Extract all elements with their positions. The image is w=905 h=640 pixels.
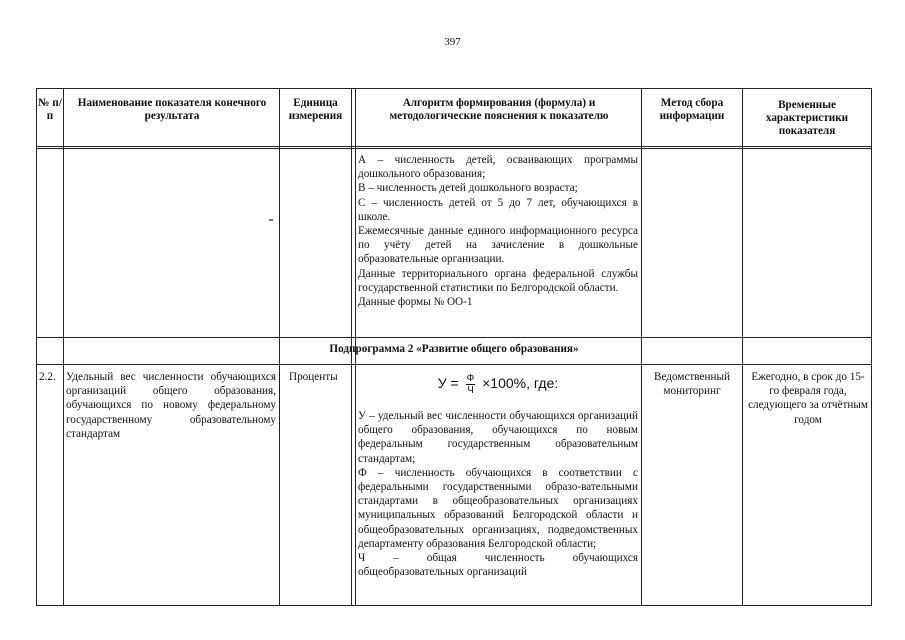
row-number: 2.2. xyxy=(39,371,56,383)
header-separator xyxy=(37,146,871,149)
explanation-line: Ф – численность обучающихся в соответствии с федеральными государственными образо-вательными стандартами в общеобразовательных организациях муниципальных образований Белгородской области и общеобразовательных организациях, подведомственных департаменту образования Белгородской области; xyxy=(358,466,638,550)
formula-rhs: ×100%, где: xyxy=(482,375,559,392)
formula-fraction xyxy=(466,373,476,396)
explanation-line: С – численность детей от 5 до 7 лет, обучающихся в школе. xyxy=(358,196,638,223)
header-num: № п/п xyxy=(38,97,62,122)
formula-explanations xyxy=(358,409,638,579)
explanation-line: У – удельный вес численности обучающихся организаций общего образования, обучающихся по новым федеральным государственным образовательным стандартам; xyxy=(358,410,638,465)
header-name: Наименование показателя конечного результата xyxy=(77,97,267,122)
explanation-line: Ежемесячные данные единого информационного ресурса по учёту детей на зачисление в дошкольные образовательные организации. xyxy=(358,225,638,266)
explanation-line: А – численность детей, осваивающих программы дошкольного образования; xyxy=(358,154,638,181)
section-title: Подпрограмма 2 «Развитие общего образования» xyxy=(329,343,579,355)
collection-method: Ведомственный мониторинг xyxy=(654,371,730,398)
formula-lhs: У = xyxy=(437,375,459,392)
formula xyxy=(357,373,639,396)
scan-mark xyxy=(269,219,273,221)
row-divider xyxy=(37,364,871,365)
page-number: 397 xyxy=(444,36,461,48)
header-unit: Единица измерения xyxy=(288,97,343,122)
indicator-table xyxy=(36,88,872,606)
row-divider xyxy=(37,337,871,338)
header-time: Временные характеристики показателя xyxy=(765,99,849,137)
header-algorithm: Алгоритм формирования (формула) и методологические пояснения к показателю xyxy=(389,97,609,122)
header-method: Метод сбора информации xyxy=(659,97,725,122)
explanation-line: Ч – общая численность обучающихся общеобразовательных организаций xyxy=(358,552,638,579)
continuation-explanations xyxy=(358,153,638,309)
formula-denominator: Ч xyxy=(467,385,474,396)
explanation-line: Данные формы № ОО-1 xyxy=(358,296,473,309)
explanation-line: Данные территориального органа федеральной службы государственной статистики по Белгородской области. xyxy=(358,267,638,294)
explanation-line: В – численность детей дошкольного возраста; xyxy=(358,182,578,195)
indicator-name: Удельный вес численности обучающихся организаций общего образования, обучающихся по новому федеральному государственному образовательному стандартам xyxy=(66,371,276,440)
time-characteristics: Ежегодно, в срок до 15-го февраля года, следующего за отчётным годом xyxy=(748,371,868,426)
unit-of-measure: Проценты xyxy=(289,371,338,383)
formula-numerator: Ф xyxy=(466,373,475,384)
